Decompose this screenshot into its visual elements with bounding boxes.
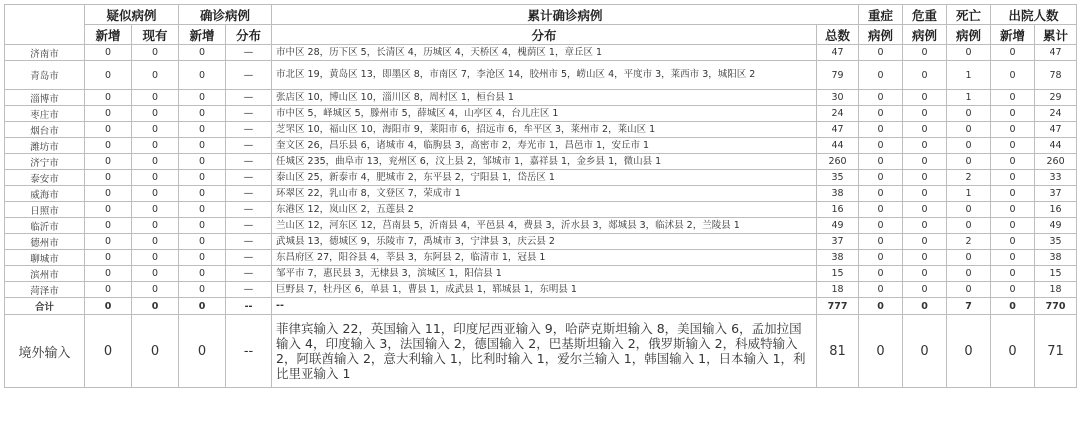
suspected-current-cell: 0 (132, 170, 179, 186)
table-row (5, 154, 1077, 170)
suspected-current-cell: 0 (132, 90, 179, 106)
discharged-new-cell: 0 (991, 154, 1035, 170)
severe-cell: 0 (859, 315, 903, 388)
discharged-new-cell: 0 (991, 170, 1035, 186)
header-suspected: 疑似病例 (85, 5, 179, 25)
severe-cell: 0 (859, 106, 903, 122)
table-row (5, 90, 1077, 106)
cumulative-distribution-cell: 邹平市 7，惠民县 3，无棣县 3，滨城区 1，阳信县 1 (272, 266, 817, 282)
critical-cell: 0 (903, 315, 947, 388)
suspected-current-cell: 0 (132, 138, 179, 154)
confirmed-new-cell: 0 (179, 106, 226, 122)
cumulative-distribution-cell: 任城区 235，曲阜市 13，兖州区 6，汶上县 2，邹城市 1，嘉祥县 1，金乡县 1，微山县 1 (272, 154, 817, 170)
suspected-new-cell: 0 (85, 106, 132, 122)
confirmed-new-cell: 0 (179, 266, 226, 282)
severe-cell: 0 (859, 138, 903, 154)
severe-cell: 0 (859, 234, 903, 250)
cumulative-total-cell: 47 (817, 45, 859, 61)
suspected-new-cell: 0 (85, 154, 132, 170)
severe-cell: 0 (859, 45, 903, 61)
cumulative-distribution-cell: -- (272, 298, 817, 315)
discharged-total-cell: 71 (1035, 315, 1077, 388)
critical-cell: 0 (903, 298, 947, 315)
cumulative-distribution-cell: 东昌府区 27，阳谷县 4，莘县 3，东阿县 2，临清市 1，冠县 1 (272, 250, 817, 266)
discharged-new-cell: 0 (991, 138, 1035, 154)
death-cell: 0 (947, 218, 991, 234)
city-cell: 枣庄市 (5, 106, 85, 122)
cumulative-total-cell: 81 (817, 315, 859, 388)
death-cell: 0 (947, 138, 991, 154)
confirmed-distribution-cell: — (226, 202, 272, 218)
suspected-new-cell: 0 (85, 186, 132, 202)
severe-cell: 0 (859, 61, 903, 90)
critical-cell: 0 (903, 234, 947, 250)
discharged-total-cell: 47 (1035, 45, 1077, 61)
header-death-2: 病例 (947, 25, 991, 45)
city-cell: 境外输入 (5, 315, 85, 388)
death-cell: 0 (947, 45, 991, 61)
death-cell: 0 (947, 122, 991, 138)
table-row (5, 315, 1077, 388)
suspected-current-cell: 0 (132, 282, 179, 298)
suspected-new-cell: 0 (85, 315, 132, 388)
confirmed-distribution-cell: — (226, 154, 272, 170)
city-cell: 济宁市 (5, 154, 85, 170)
cumulative-total-cell: 15 (817, 266, 859, 282)
city-cell: 聊城市 (5, 250, 85, 266)
suspected-current-cell: 0 (132, 106, 179, 122)
suspected-new-cell: 0 (85, 234, 132, 250)
discharged-total-cell: 49 (1035, 218, 1077, 234)
header-suspected-new: 新增 (85, 25, 132, 45)
critical-cell: 0 (903, 90, 947, 106)
discharged-total-cell: 37 (1035, 186, 1077, 202)
critical-cell: 0 (903, 186, 947, 202)
cumulative-distribution-cell: 环翠区 22，乳山市 8，文登区 7，荣成市 1 (272, 186, 817, 202)
critical-cell: 0 (903, 122, 947, 138)
table-row (5, 234, 1077, 250)
confirmed-distribution-cell: — (226, 250, 272, 266)
confirmed-new-cell: 0 (179, 45, 226, 61)
city-cell: 淄博市 (5, 90, 85, 106)
cumulative-total-cell: 38 (817, 186, 859, 202)
suspected-new-cell: 0 (85, 202, 132, 218)
severe-cell: 0 (859, 282, 903, 298)
confirmed-new-cell: 0 (179, 250, 226, 266)
header-confirmed: 确诊病例 (179, 5, 272, 25)
table-row (5, 202, 1077, 218)
confirmed-new-cell: 0 (179, 138, 226, 154)
confirmed-new-cell: 0 (179, 170, 226, 186)
discharged-new-cell: 0 (991, 90, 1035, 106)
confirmed-distribution-cell: -- (226, 298, 272, 315)
confirmed-distribution-cell: — (226, 266, 272, 282)
table-row (5, 218, 1077, 234)
discharged-new-cell: 0 (991, 45, 1035, 61)
suspected-new-cell: 0 (85, 218, 132, 234)
confirmed-distribution-cell: — (226, 138, 272, 154)
table-row (5, 266, 1077, 282)
cumulative-total-cell: 18 (817, 282, 859, 298)
confirmed-distribution-cell: — (226, 186, 272, 202)
cumulative-distribution-cell: 巨野县 7，牡丹区 6，单县 1，曹县 1，成武县 1，郓城县 1，东明县 1 (272, 282, 817, 298)
death-cell: 7 (947, 298, 991, 315)
cumulative-total-cell: 35 (817, 170, 859, 186)
confirmed-distribution-cell: — (226, 106, 272, 122)
case-statistics-table (4, 4, 1077, 388)
death-cell: 0 (947, 266, 991, 282)
discharged-total-cell: 260 (1035, 154, 1077, 170)
cumulative-total-cell: 24 (817, 106, 859, 122)
critical-cell: 0 (903, 282, 947, 298)
confirmed-distribution-cell: — (226, 122, 272, 138)
discharged-total-cell: 15 (1035, 266, 1077, 282)
suspected-current-cell: 0 (132, 61, 179, 90)
death-cell: 0 (947, 202, 991, 218)
suspected-current-cell: 0 (132, 315, 179, 388)
discharged-new-cell: 0 (991, 234, 1035, 250)
discharged-new-cell: 0 (991, 106, 1035, 122)
header-critical-2: 病例 (903, 25, 947, 45)
header-cumulative: 累计确诊病例 (272, 5, 859, 25)
cumulative-distribution-cell: 泰山区 25，新泰市 4，肥城市 2，东平县 2，宁阳县 1，岱岳区 1 (272, 170, 817, 186)
table-row (5, 61, 1077, 90)
suspected-current-cell: 0 (132, 266, 179, 282)
table-row (5, 250, 1077, 266)
death-cell: 0 (947, 250, 991, 266)
confirmed-new-cell: 0 (179, 154, 226, 170)
confirmed-new-cell: 0 (179, 61, 226, 90)
discharged-new-cell: 0 (991, 61, 1035, 90)
confirmed-distribution-cell: — (226, 45, 272, 61)
cumulative-distribution-cell: 市中区 5，峄城区 5，滕州市 5，薛城区 4，山亭区 4，台儿庄区 1 (272, 106, 817, 122)
discharged-new-cell: 0 (991, 298, 1035, 315)
cumulative-total-cell: 777 (817, 298, 859, 315)
cumulative-distribution-cell: 市中区 28，历下区 5，长清区 4，历城区 4，天桥区 4，槐荫区 1，章丘区 1 (272, 45, 817, 61)
cumulative-distribution-cell: 菲律宾输入 22，英国输入 11，印度尼西亚输入 9，哈萨克斯坦输入 8，美国输入 6，孟加拉国输入 4，印度输入 3，法国输入 2，德国输入 2，巴基斯坦输入 2，俄罗斯输入 2，科威特输入 2，阿联酋输入 2，意大利输入 1，比利时输入 1，爱尔兰输入 1，韩国输入 1，日本输入 1，利比里亚输入 1 (272, 315, 817, 388)
confirmed-new-cell: 0 (179, 218, 226, 234)
death-cell: 0 (947, 282, 991, 298)
confirmed-new-cell: 0 (179, 202, 226, 218)
discharged-total-cell: 47 (1035, 122, 1077, 138)
cumulative-distribution-cell: 武城县 13，德城区 9，乐陵市 7，禹城市 3，宁津县 3，庆云县 2 (272, 234, 817, 250)
discharged-new-cell: 0 (991, 122, 1035, 138)
severe-cell: 0 (859, 154, 903, 170)
city-cell: 临沂市 (5, 218, 85, 234)
discharged-total-cell: 78 (1035, 61, 1077, 90)
city-cell: 日照市 (5, 202, 85, 218)
critical-cell: 0 (903, 218, 947, 234)
header-severe-1: 重症 (859, 5, 903, 25)
discharged-new-cell: 0 (991, 218, 1035, 234)
discharged-new-cell: 0 (991, 202, 1035, 218)
discharged-total-cell: 44 (1035, 138, 1077, 154)
discharged-total-cell: 38 (1035, 250, 1077, 266)
header-critical-1: 危重 (903, 5, 947, 25)
suspected-new-cell: 0 (85, 138, 132, 154)
confirmed-distribution-cell: — (226, 282, 272, 298)
confirmed-new-cell: 0 (179, 234, 226, 250)
confirmed-distribution-cell: -- (226, 315, 272, 388)
confirmed-new-cell: 0 (179, 186, 226, 202)
suspected-new-cell: 0 (85, 170, 132, 186)
severe-cell: 0 (859, 90, 903, 106)
discharged-total-cell: 16 (1035, 202, 1077, 218)
table-row (5, 122, 1077, 138)
header-severe-2: 病例 (859, 25, 903, 45)
suspected-current-cell: 0 (132, 122, 179, 138)
discharged-total-cell: 18 (1035, 282, 1077, 298)
discharged-total-cell: 35 (1035, 234, 1077, 250)
cumulative-distribution-cell: 奎文区 26，昌乐县 6，诸城市 4，临朐县 3，高密市 2，寿光市 1，昌邑市 1，安丘市 1 (272, 138, 817, 154)
city-cell: 滨州市 (5, 266, 85, 282)
city-cell: 济南市 (5, 45, 85, 61)
suspected-new-cell: 0 (85, 250, 132, 266)
header-discharged-new: 新增 (991, 25, 1035, 45)
severe-cell: 0 (859, 202, 903, 218)
critical-cell: 0 (903, 266, 947, 282)
cumulative-distribution-cell: 芝罘区 10，福山区 10，海阳市 9，莱阳市 6，招远市 6，牟平区 3，莱州市 2，莱山区 1 (272, 122, 817, 138)
death-cell: 1 (947, 90, 991, 106)
suspected-current-cell: 0 (132, 154, 179, 170)
cumulative-distribution-cell: 兰山区 12，河东区 12，莒南县 5，沂南县 4，平邑县 4，费县 3，沂水县 3，郯城县 3，临沭县 2，兰陵县 1 (272, 218, 817, 234)
severe-cell: 0 (859, 298, 903, 315)
table-header (5, 5, 1077, 45)
suspected-new-cell: 0 (85, 45, 132, 61)
discharged-new-cell: 0 (991, 250, 1035, 266)
header-discharged: 出院人数 (991, 5, 1077, 25)
city-cell: 合计 (5, 298, 85, 315)
city-cell: 潍坊市 (5, 138, 85, 154)
severe-cell: 0 (859, 218, 903, 234)
severe-cell: 0 (859, 170, 903, 186)
death-cell: 0 (947, 106, 991, 122)
city-cell: 威海市 (5, 186, 85, 202)
death-cell: 0 (947, 154, 991, 170)
cumulative-total-cell: 49 (817, 218, 859, 234)
critical-cell: 0 (903, 138, 947, 154)
cumulative-total-cell: 79 (817, 61, 859, 90)
critical-cell: 0 (903, 106, 947, 122)
confirmed-distribution-cell: — (226, 61, 272, 90)
suspected-current-cell: 0 (132, 298, 179, 315)
table-row (5, 186, 1077, 202)
suspected-new-cell: 0 (85, 266, 132, 282)
header-discharged-total: 累计 (1035, 25, 1077, 45)
suspected-current-cell: 0 (132, 218, 179, 234)
confirmed-distribution-cell: — (226, 170, 272, 186)
confirmed-distribution-cell: — (226, 218, 272, 234)
cumulative-distribution-cell: 市北区 19，黄岛区 13，即墨区 8，市南区 7，李沧区 14，胶州市 5，崂山区 4，平度市 3，莱西市 3，城阳区 2 (272, 61, 817, 90)
header-confirmed-new: 新增 (179, 25, 226, 45)
cumulative-distribution-cell: 东港区 12，岚山区 2，五莲县 2 (272, 202, 817, 218)
table-row (5, 170, 1077, 186)
suspected-new-cell: 0 (85, 61, 132, 90)
death-cell: 1 (947, 61, 991, 90)
confirmed-new-cell: 0 (179, 122, 226, 138)
header-blank (5, 5, 85, 45)
cumulative-total-cell: 260 (817, 154, 859, 170)
table-body (5, 45, 1077, 388)
suspected-new-cell: 0 (85, 90, 132, 106)
cumulative-total-cell: 38 (817, 250, 859, 266)
city-cell: 菏泽市 (5, 282, 85, 298)
cumulative-total-cell: 37 (817, 234, 859, 250)
suspected-current-cell: 0 (132, 250, 179, 266)
header-confirmed-distribution: 分布 (226, 25, 272, 45)
cumulative-total-cell: 16 (817, 202, 859, 218)
death-cell: 2 (947, 234, 991, 250)
confirmed-distribution-cell: — (226, 234, 272, 250)
cumulative-total-cell: 47 (817, 122, 859, 138)
suspected-new-cell: 0 (85, 122, 132, 138)
cumulative-total-cell: 30 (817, 90, 859, 106)
critical-cell: 0 (903, 250, 947, 266)
suspected-new-cell: 0 (85, 298, 132, 315)
header-cumulative-distribution: 分布 (272, 25, 817, 45)
table-row (5, 298, 1077, 315)
confirmed-new-cell: 0 (179, 298, 226, 315)
suspected-current-cell: 0 (132, 186, 179, 202)
header-death-1: 死亡 (947, 5, 991, 25)
death-cell: 0 (947, 315, 991, 388)
city-cell: 青岛市 (5, 61, 85, 90)
discharged-new-cell: 0 (991, 315, 1035, 388)
critical-cell: 0 (903, 61, 947, 90)
suspected-current-cell: 0 (132, 45, 179, 61)
critical-cell: 0 (903, 202, 947, 218)
discharged-total-cell: 770 (1035, 298, 1077, 315)
critical-cell: 0 (903, 45, 947, 61)
discharged-new-cell: 0 (991, 266, 1035, 282)
suspected-current-cell: 0 (132, 202, 179, 218)
death-cell: 2 (947, 170, 991, 186)
header-suspected-current: 现有 (132, 25, 179, 45)
severe-cell: 0 (859, 250, 903, 266)
table-row (5, 282, 1077, 298)
cumulative-distribution-cell: 张店区 10，博山区 10，淄川区 8，周村区 1，桓台县 1 (272, 90, 817, 106)
suspected-current-cell: 0 (132, 234, 179, 250)
confirmed-new-cell: 0 (179, 315, 226, 388)
severe-cell: 0 (859, 266, 903, 282)
discharged-total-cell: 29 (1035, 90, 1077, 106)
city-cell: 烟台市 (5, 122, 85, 138)
suspected-new-cell: 0 (85, 282, 132, 298)
confirmed-distribution-cell: — (226, 90, 272, 106)
discharged-total-cell: 33 (1035, 170, 1077, 186)
discharged-new-cell: 0 (991, 186, 1035, 202)
confirmed-new-cell: 0 (179, 90, 226, 106)
critical-cell: 0 (903, 154, 947, 170)
discharged-total-cell: 24 (1035, 106, 1077, 122)
critical-cell: 0 (903, 170, 947, 186)
confirmed-new-cell: 0 (179, 282, 226, 298)
table-row (5, 138, 1077, 154)
severe-cell: 0 (859, 122, 903, 138)
discharged-new-cell: 0 (991, 282, 1035, 298)
severe-cell: 0 (859, 186, 903, 202)
death-cell: 1 (947, 186, 991, 202)
header-cumulative-total: 总数 (817, 25, 859, 45)
cumulative-total-cell: 44 (817, 138, 859, 154)
city-cell: 泰安市 (5, 170, 85, 186)
table-row (5, 106, 1077, 122)
city-cell: 德州市 (5, 234, 85, 250)
table-row (5, 45, 1077, 61)
